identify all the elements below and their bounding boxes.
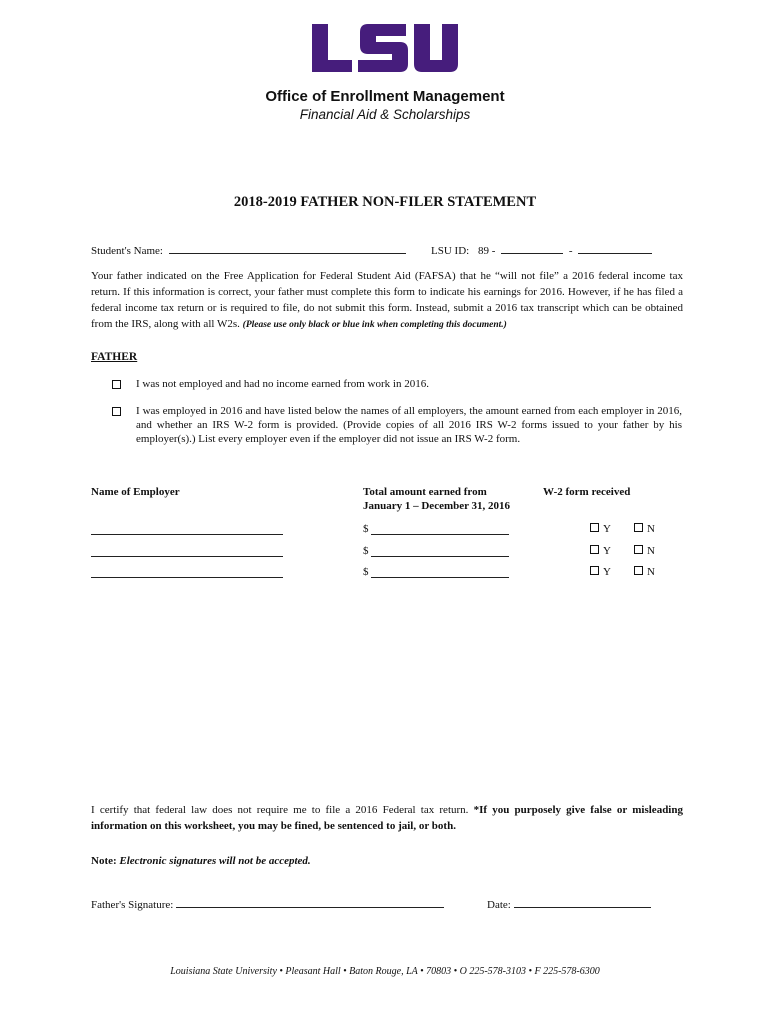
option-employed[interactable] (112, 404, 682, 446)
w2-yes-option[interactable] (590, 523, 611, 535)
dollar-sign: $ (363, 523, 369, 535)
w2-yes-label: Y (603, 545, 611, 557)
office-title: Office of Enrollment Management (265, 88, 505, 105)
w2-yes-checkbox[interactable] (590, 523, 599, 532)
date-input[interactable] (514, 897, 651, 908)
amount-earned-input[interactable] (371, 534, 509, 535)
signature-note (91, 855, 311, 867)
employed-label: I was employed in 2016 and have listed below the names of all employers, the amount earned from each employer in 2016, and whether an IRS W-2 form is provided. (Provide copies of all 2016 IRS W-2 forms issued to your father by his employer(s).) List every employer even if the employer did not issue an IRS W-2 form. (136, 405, 682, 445)
w2-no-option[interactable] (634, 566, 655, 578)
w2-received-header: W-2 form received (543, 486, 631, 498)
lsu-id-field[interactable] (431, 243, 652, 257)
w2-yes-checkbox[interactable] (590, 566, 599, 575)
w2-yes-label: Y (603, 566, 611, 578)
employer-name-input[interactable] (91, 534, 283, 535)
w2-yes-label: Y (603, 523, 611, 535)
employed-checkbox[interactable] (112, 407, 121, 416)
lsu-id-part1-input[interactable] (501, 243, 563, 254)
total-earned-header-line1: Total amount earned from (363, 486, 487, 498)
not-employed-checkbox[interactable] (112, 380, 121, 389)
not-employed-label: I was not employed and had no income earned from work in 2016. (136, 378, 429, 390)
employer-row (0, 524, 770, 540)
dollar-sign: $ (363, 545, 369, 557)
note-text: Electronic signatures will not be accepted. (119, 855, 311, 867)
option-not-employed[interactable] (112, 377, 682, 391)
lsu-id-part2-input[interactable] (578, 243, 652, 254)
certification-warning: *If you purposely give false or misleading information on this worksheet, you may be fined, be sentenced to jail, or both. (91, 804, 683, 832)
date-field[interactable] (487, 897, 651, 911)
intro-paragraph (91, 268, 683, 333)
father-signature-input[interactable] (176, 897, 444, 908)
w2-no-checkbox[interactable] (634, 566, 643, 575)
w2-yes-checkbox[interactable] (590, 545, 599, 554)
employer-name-header: Name of Employer (91, 486, 180, 498)
employer-name-input[interactable] (91, 556, 283, 557)
certification-statement (91, 802, 683, 834)
w2-yes-option[interactable] (590, 566, 611, 578)
w2-no-label: N (647, 523, 655, 535)
total-earned-header-line2: January 1 – December 31, 2016 (363, 500, 511, 512)
father-signature-field[interactable] (91, 897, 444, 911)
footer-address: Louisiana State University • Pleasant Hall • Baton Rouge, LA • 70803 • O 225-578-3103 • F 225-578-6300 (170, 966, 600, 977)
employer-row (0, 546, 770, 562)
employer-row (0, 567, 770, 583)
w2-no-option[interactable] (634, 523, 655, 535)
total-earned-header (363, 485, 510, 513)
date-label: Date: (487, 899, 511, 911)
lsu-logo-graphic (310, 22, 460, 74)
w2-no-label: N (647, 545, 655, 557)
certification-plain: I certify that federal law does not require me to file a 2016 Federal tax return. (91, 804, 469, 816)
amount-earned-input[interactable] (371, 577, 509, 578)
lsu-id-label: LSU ID: (431, 245, 470, 257)
student-name-label: Student's Name: (91, 245, 163, 257)
father-heading: FATHER (91, 351, 138, 363)
ink-note: (Please use only black or blue ink when completing this document.) (242, 320, 507, 330)
w2-no-label: N (647, 566, 655, 578)
note-label: Note: (91, 855, 117, 867)
amount-earned-input[interactable] (371, 556, 509, 557)
form-title: 2018-2019 FATHER NON-FILER STATEMENT (233, 194, 537, 210)
student-name-field[interactable] (91, 243, 406, 257)
w2-no-checkbox[interactable] (634, 523, 643, 532)
lsu-id-prefix: 89 - (477, 245, 496, 257)
w2-no-option[interactable] (634, 545, 655, 557)
student-name-input[interactable] (169, 243, 406, 254)
lsu-id-separator: - (568, 245, 573, 257)
dollar-sign: $ (363, 566, 369, 578)
w2-yes-option[interactable] (590, 545, 611, 557)
w2-no-checkbox[interactable] (634, 545, 643, 554)
lsu-logo (310, 22, 460, 74)
intro-body: Your father indicated on the Free Application for Federal Student Aid (FAFSA) that he “will not file” a 2016 federal income tax return. If this information is correct, your father must complete this form to indicate his earnings for 2016. However, if he has filed a federal income tax return or is required to file, do not submit this form. Instead, submit a 2016 tax transcript which can be obtained from the IRS, along with all W2s. (91, 270, 683, 330)
employer-name-input[interactable] (91, 577, 283, 578)
father-signature-label: Father's Signature: (91, 899, 174, 911)
department-subtitle: Financial Aid & Scholarships (299, 107, 471, 122)
